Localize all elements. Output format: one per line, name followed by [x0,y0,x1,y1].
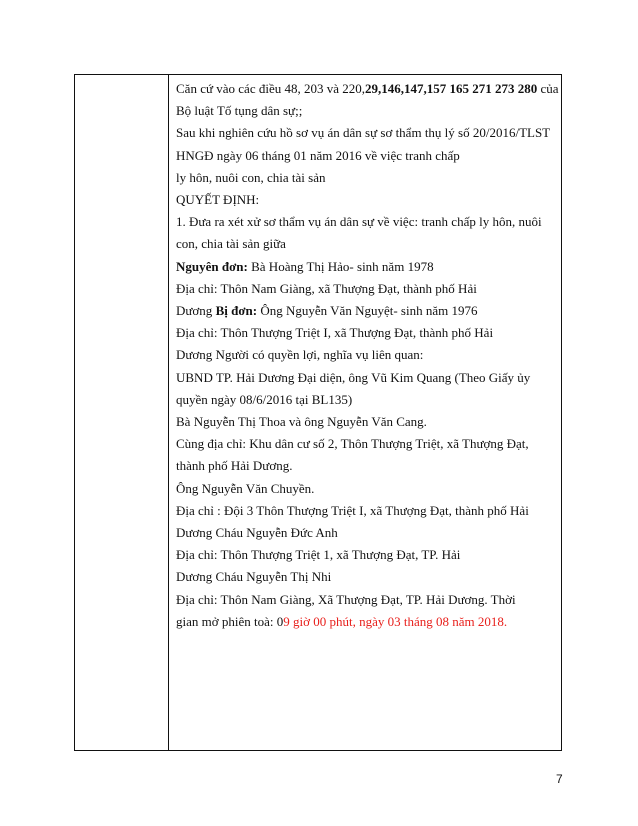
text-line [176,544,560,566]
text-span: quyền ngày 08/6/2016 tại BL135) [176,391,353,407]
text-line [176,145,560,167]
text-line [176,478,560,500]
text-span: Bà Nguyễn Thị Thoa và ông Nguyễn Văn Cang. [176,414,427,430]
text-span: Dương Cháu Nguyễn Thị Nhi [176,569,332,585]
text-line [176,322,560,344]
text-span: Địa chỉ: Thôn Nam Giàng, xã Thượng Đạt, thành phố Hải [176,280,477,296]
text-span: ly hôn, nuôi con, chia tài sản [176,169,326,185]
hearing-time: 9 giờ 00 phút, ngày 03 tháng 08 năm 2018. [283,613,508,629]
text-span: Cùng địa chỉ: Khu dân cư số 2, Thôn Thượng Triệt, xã Thượng Đạt, [176,436,529,452]
text-line [176,78,560,100]
text-span: Địa chỉ: Thôn Thượng Triệt 1, xã Thượng Đạt, TP. Hải [176,547,461,563]
text-line [176,344,560,366]
document-content [176,78,560,633]
text-line [176,589,560,611]
text-span: Dương Người có quyền lợi, nghĩa vụ liên quan: [176,347,424,363]
text-span: con, chia tài sản giữa [176,236,286,252]
text-span: thành phố Hải Dương. [176,458,293,474]
text-line [176,433,560,455]
text-line [176,100,560,122]
text-line [176,389,560,411]
text-line [176,300,560,322]
text-line [176,566,560,588]
text-span: gian mở phiên toà: 0 [176,613,284,629]
text-line [176,611,560,633]
text-span: Căn cứ vào các điều 48, 203 và 220, [176,81,365,96]
text-line [176,500,560,522]
text-line [176,522,560,544]
text-span: Bộ luật Tố tụng dân sự;; [176,103,303,119]
text-line [176,411,560,433]
text-span: HNGĐ ngày 06 tháng 01 năm 2016 về việc tranh chấp [176,147,460,163]
text-span: Dương [176,303,216,319]
text-line [176,256,560,278]
decision-heading [176,189,560,211]
text-span: Ông Nguyễn Văn Chuyền. [176,480,315,496]
text-span: Bà Hoàng Thị Hảo- sinh năm 1978 [247,258,434,274]
text-span: Địa chỉ : Đội 3 Thôn Thượng Triệt I, xã Thượng Đạt, thành phố Hải [176,502,529,518]
text-span: Sau khi nghiên cứu hồ sơ vụ án dân sự sơ thẩm thụ lý số 20/2016/TLST [176,125,551,141]
text-line [176,455,560,477]
defendant-label: Bị đơn: [215,303,258,319]
text-span: QUYẾT ĐỊNH: [176,192,260,208]
text-span: UBND TP. Hải Dương Đại diện, ông Vũ Kim Quang (Theo Giấy ủy [176,369,531,385]
text-line [176,278,560,300]
text-line [176,233,560,255]
text-line [176,122,560,144]
plaintiff-label: Nguyên đơn: [176,258,248,274]
column-divider [168,75,169,750]
text-line [176,211,560,233]
page-number: 7 [556,772,563,786]
text-line [176,367,560,389]
text-line [176,167,560,189]
text-span: của [537,81,559,96]
text-span: Ông Nguyễn Văn Nguyệt- sinh năm 1976 [257,303,478,319]
text-span: 1. Đưa ra xét xử sơ thẩm vụ án dân sự về việc: tranh chấp ly hôn, nuôi [176,214,542,230]
text-span: Dương Cháu Nguyễn Đức Anh [176,525,338,541]
table-frame [74,74,562,751]
article-numbers: 29,146,147,157 165 271 273 280 [365,81,538,96]
text-span: Địa chỉ: Thôn Nam Giàng, Xã Thượng Đạt, TP. Hải Dương. Thời [176,591,516,607]
text-span: Địa chỉ: Thôn Thượng Triệt I, xã Thượng Đạt, thành phố Hải [176,325,494,341]
